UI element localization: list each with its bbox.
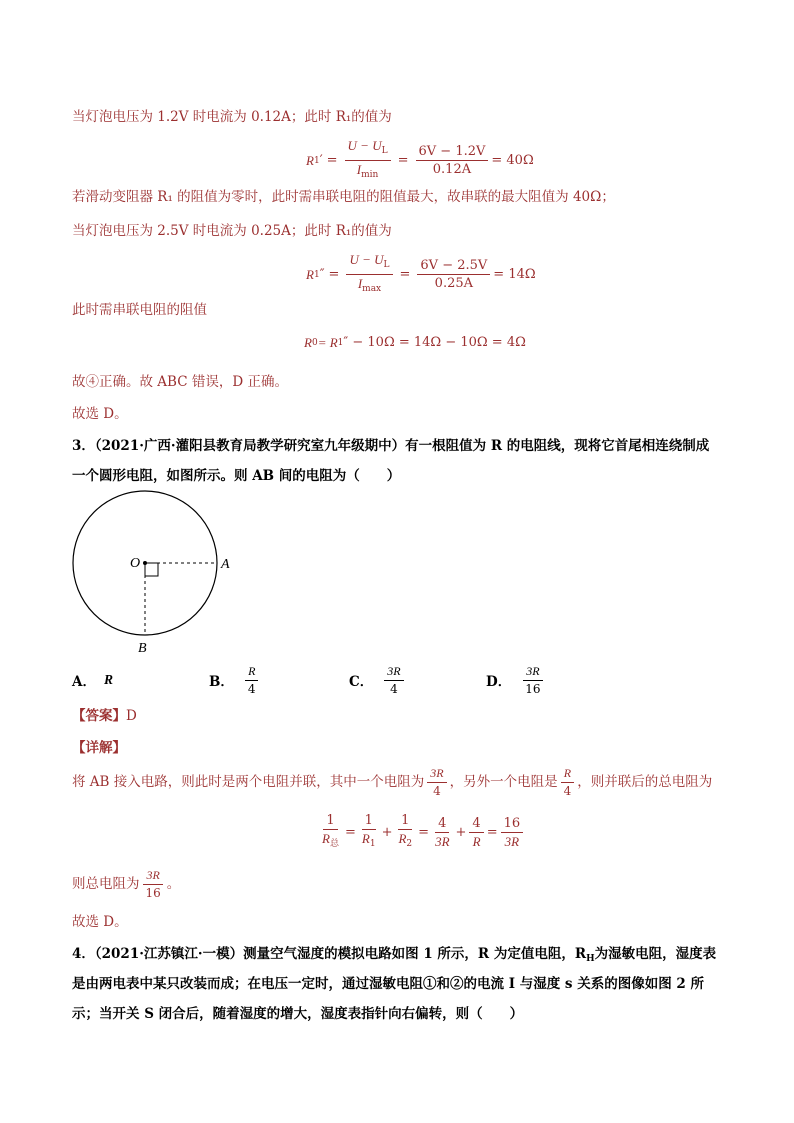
option-b-num: R [245,664,258,681]
solution-line-max: 若滑动变阻器 R₁ 的阻值为零时，此时需串联电阻的阻值最大，故串联的最大阻值为 40Ω； [72,189,615,205]
question-3-line-2: 一个圆形电阻，如图所示。则 AB 间的电阻为（ ） [72,468,401,484]
eq2-fraction-1 [346,252,392,297]
eq4-t2-den: R [361,831,370,846]
option-c[interactable] [349,664,407,696]
eq1-den1-sub: min [361,170,379,180]
solution-line-2-5v: 当灯泡电压为 2.5V 时电流为 0.25A；此时 R₁的值为 [72,223,392,239]
detail-fraction-r-4 [561,766,575,799]
eq4-t3-den-sub: 2 [406,839,413,849]
eq2-num1: U − U [349,252,384,267]
eq1-lhs-sub: 1 [313,155,320,166]
detail-f1-den: 4 [433,783,441,798]
eq2-prime: ″ [319,266,325,282]
eq4-t3-den: R [398,831,407,846]
equation-r1-double-prime: R 1 ″ = $\frac{U - U_L}{I_{max}}$ = $\frac{6V - 2.5V}{0.25A}$ = 14Ω [306,252,536,297]
label-b: B [138,641,147,656]
center-point [143,561,147,565]
answer-options [72,664,592,696]
eq2-result: = 14Ω [493,266,536,282]
eq4-term-6 [501,816,524,849]
option-b[interactable] [209,664,262,696]
q4-line1-end: 为湿敏电阻，湿度表 [594,946,717,962]
option-b-label: B． [209,674,234,690]
option-d-den: 16 [525,681,541,696]
eq1-den2: 0.12A [432,162,472,177]
total-den: 16 [145,885,161,900]
total-resistance-line [72,866,180,902]
eq2-num2: 6V − 2.5V [417,258,490,275]
circle-resistor-figure [66,488,246,658]
option-a-value: R [103,672,113,687]
detail-text-a: 将 AB 接入电路，则此时是两个电阻并联，其中一个电阻为 [72,774,425,790]
eq4-term-2 [359,813,379,852]
label-o: O [130,556,141,571]
total-text-b: 。 [166,876,181,892]
eq3-r1-sub: 1 [337,338,344,348]
detail-f1-num: 3R [427,766,446,783]
eq4-t2-num: 1 [362,813,376,830]
option-d-num: 3R [523,664,542,681]
q4-line1-text: 4．（2021·江苏镇江·一模）测量空气湿度的模拟电路如图 1 所示，R 为定值电阻，R [72,946,587,962]
option-b-fraction [245,664,259,697]
eq3-r0-sub: 0 [311,338,318,348]
option-c-den: 4 [390,681,398,696]
eq1-result: = 40Ω [491,152,534,168]
option-d[interactable] [486,664,547,696]
eq4-t1-den: R [322,831,330,846]
detail-tag: 【详解】 [72,740,126,756]
answer-tag: 【答案】 [72,708,126,724]
eq4-t6-den: 3R [504,834,520,849]
eq2-lhs-sub: 1 [313,269,320,280]
eq4-t4-den: 3R [435,834,450,849]
equation-parallel: $\frac{1}{R_总}$ = $\frac{1}{R_1}$ + $\frac{1}{R_2}$ = $\frac{4}{3R}$ + $\frac{4}{R}$ = $\frac{16}{3R}$ [316,813,526,852]
equation-r1-prime: R 1 ′ = $\frac{U - U_L}{I_{min}}$ = $\frac{6V - 1.2V}{0.12A}$ = 40Ω [306,138,534,183]
eq1-lhs: R [306,152,314,168]
eq2-den2: 0.25A [434,276,474,291]
question-4-line-1 [72,944,716,969]
eq4-t1-den-sub: 总 [329,839,339,849]
choose-d-line: 故选 D。 [72,914,128,930]
option-b-den: 4 [247,681,256,696]
eq4-t1-num: 1 [323,813,337,830]
eq3-r1: = R [317,335,338,350]
eq1-fraction-2 [416,144,489,177]
eq2-den1-sub: max [362,284,382,294]
eq4-t3-num: 1 [398,813,412,830]
equation-r0 [304,334,526,352]
option-a[interactable] [72,664,113,696]
eq1-num2: 6V − 1.2V [416,144,489,161]
option-d-label: D． [486,674,512,690]
label-a: A [221,557,230,572]
question-3-line-1: 3．（2021·广西·灌阳县教育局教学研究室九年级期中）有一根阻值为 R 的电阻线，现将它首尾相连绕制成 [72,438,710,454]
total-fraction [143,868,164,901]
eq4-t5-den: R [472,834,481,849]
solution-choice: 故选 D。 [72,406,128,422]
question-4-line-2: 是由两电表中某只改装而成；在电压一定时，通过湿敏电阻①和②的电流 I 与湿度 s 关系的图像如图 2 所 [72,976,705,992]
detail-explanation [72,764,712,800]
solution-line-1: 当灯泡电压为 1.2V 时电流为 0.12A；此时 R₁的值为 [72,109,392,125]
eq4-t2-den-sub: 1 [369,839,376,849]
eq1-den1: I [356,162,362,177]
eq1-prime: ′ [319,152,323,168]
question-4-line-3: 示；当开关 S 闭合后，随着湿度的增大，湿度表指针向右偏转，则（ ） [72,1006,524,1022]
eq4-term-1 [319,813,342,852]
eq4-t5-num: 4 [469,816,483,833]
q4-line1-sub: H [586,954,595,964]
eq3-rest: ″ − 10Ω = 14Ω − 10Ω = 4Ω [343,335,526,350]
option-d-fraction [522,664,543,697]
option-c-label: C． [349,674,374,690]
eq1-num1-sub: L [381,146,388,156]
option-c-num: 3R [384,664,403,681]
answer-line [72,706,137,726]
eq2-num1-sub: L [383,260,390,270]
detail-f2-num: R [561,766,574,783]
right-angle-mark [145,563,158,576]
total-num: 3R [143,868,162,885]
eq4-term-4 [432,816,452,849]
eq3-r0: R [304,335,312,350]
detail-f2-den: 4 [563,783,572,798]
eq2-den1: I [357,276,363,291]
option-c-fraction [384,664,403,697]
solution-conclusion: 故④正确。故 ABC 错误，D 正确。 [72,374,288,390]
eq4-t6-num: 16 [501,816,524,833]
eq4-term-3 [395,813,415,852]
detail-text-b: ，另外一个电阻是 [449,774,558,790]
eq4-t4-num: 4 [435,816,449,833]
eq2-fraction-2 [417,258,490,291]
option-a-label: A． [72,674,96,690]
eq1-num1: U − U [347,138,382,153]
eq2-lhs: R [306,266,314,282]
total-text-a: 则总电阻为 [72,876,140,892]
detail-fraction-3r-4 [427,766,446,799]
eq1-fraction-1 [345,138,391,183]
eq4-term-5 [469,816,483,849]
detail-text-c: ，则并联后的总电阻为 [577,774,713,790]
solution-line-series: 此时需串联电阻的阻值 [72,302,207,318]
answer-value: D [126,708,137,724]
